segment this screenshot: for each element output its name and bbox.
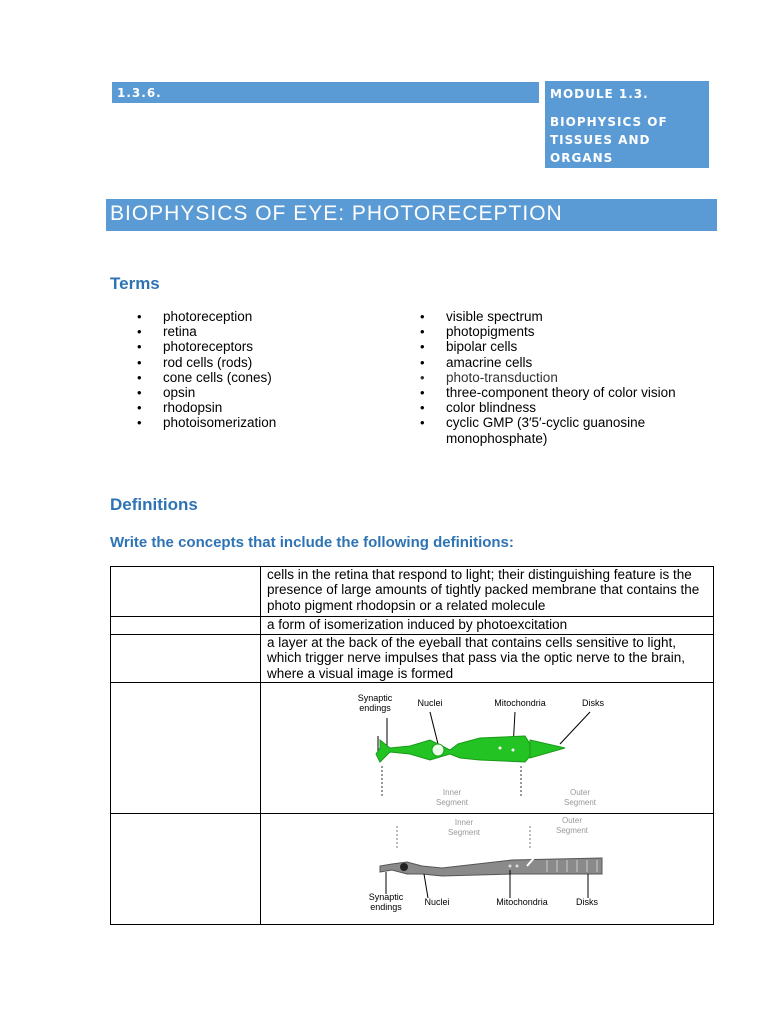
term-item: • cyclic GMP (3′5′-cyclic guanosine monophosphate) — [420, 415, 696, 445]
mitochondria-label: Mitochondria — [494, 698, 546, 708]
term-item: • color blindness — [420, 400, 720, 415]
answer-cell[interactable] — [111, 683, 261, 814]
disks-label: Disks — [576, 897, 598, 907]
cone-cell-drawing — [350, 688, 620, 813]
nuclei-label: Nuclei — [424, 897, 450, 907]
outer-segment-label: Outer Segment — [563, 788, 597, 807]
term-item: • amacrine cells — [420, 355, 720, 370]
page-title: BIOPHYSICS OF EYE: PHOTORECEPTION — [106, 199, 717, 231]
module-box — [545, 81, 709, 168]
term-item: • cone cells (cones) — [137, 370, 397, 385]
definition-cell: a form of isomerization induced by photoexcitation — [261, 617, 714, 635]
cone-cell-figure — [350, 688, 620, 813]
answer-cell[interactable] — [111, 635, 261, 683]
term-item: • retina — [137, 324, 397, 339]
rod-cell-drawing — [362, 814, 612, 919]
term-item: • rod cells (rods) — [137, 355, 397, 370]
table-row — [111, 567, 714, 617]
inner-segment-label: Inner Segment — [435, 788, 469, 807]
inner-segment-label: Inner Segment — [447, 818, 481, 837]
term-item: • photoisomerization — [137, 415, 397, 430]
term-item: • photopigments — [420, 324, 720, 339]
term-item: • visible spectrum — [420, 309, 720, 324]
mitochondria-label: Mitochondria — [496, 897, 548, 907]
module-subtitle: BIOPHYSICS OF TISSUES AND ORGANS — [550, 115, 668, 165]
disks-label: Disks — [582, 698, 604, 708]
terms-list-right — [420, 309, 720, 446]
definition-cell: a layer at the back of the eyeball that contains cells sensitive to light, which trigger nerve impulses that pass via the optic nerve to the brain, where a visual image is formed — [261, 635, 714, 683]
definition-cell: cells in the retina that respond to light; their distinguishing feature is the presence of large amounts of tightly packed membrane that contains the photo pigment rhodopsin or a related molecule — [261, 567, 714, 617]
definitions-instruction: Write the concepts that include the following definitions: — [110, 534, 514, 551]
answer-cell[interactable] — [111, 814, 261, 925]
term-item: • photoreception — [137, 309, 397, 324]
section-code: 1.3.6. — [112, 82, 539, 103]
synaptic-endings-label: Synaptic endings — [368, 892, 404, 912]
module-label: MODULE 1.3. — [550, 87, 649, 101]
terms-heading: Terms — [110, 274, 160, 293]
table-row — [111, 617, 714, 635]
term-item: • opsin — [137, 385, 397, 400]
table-row — [111, 635, 714, 683]
term-item: • photoreceptors — [137, 339, 397, 354]
term-item: • rhodopsin — [137, 400, 397, 415]
term-item: • photo-transduction — [420, 370, 720, 385]
answer-cell[interactable] — [111, 617, 261, 635]
synaptic-endings-label: Synaptic endings — [357, 693, 393, 713]
term-item: • bipolar cells — [420, 339, 720, 354]
answer-cell[interactable] — [111, 567, 261, 617]
outer-segment-label: Outer Segment — [555, 816, 589, 835]
terms-list-left — [137, 309, 397, 431]
rod-cell-figure — [362, 814, 612, 919]
term-item: • three-component theory of color vision — [420, 385, 720, 400]
nuclei-label: Nuclei — [417, 698, 443, 708]
definitions-heading: Definitions — [110, 495, 198, 514]
